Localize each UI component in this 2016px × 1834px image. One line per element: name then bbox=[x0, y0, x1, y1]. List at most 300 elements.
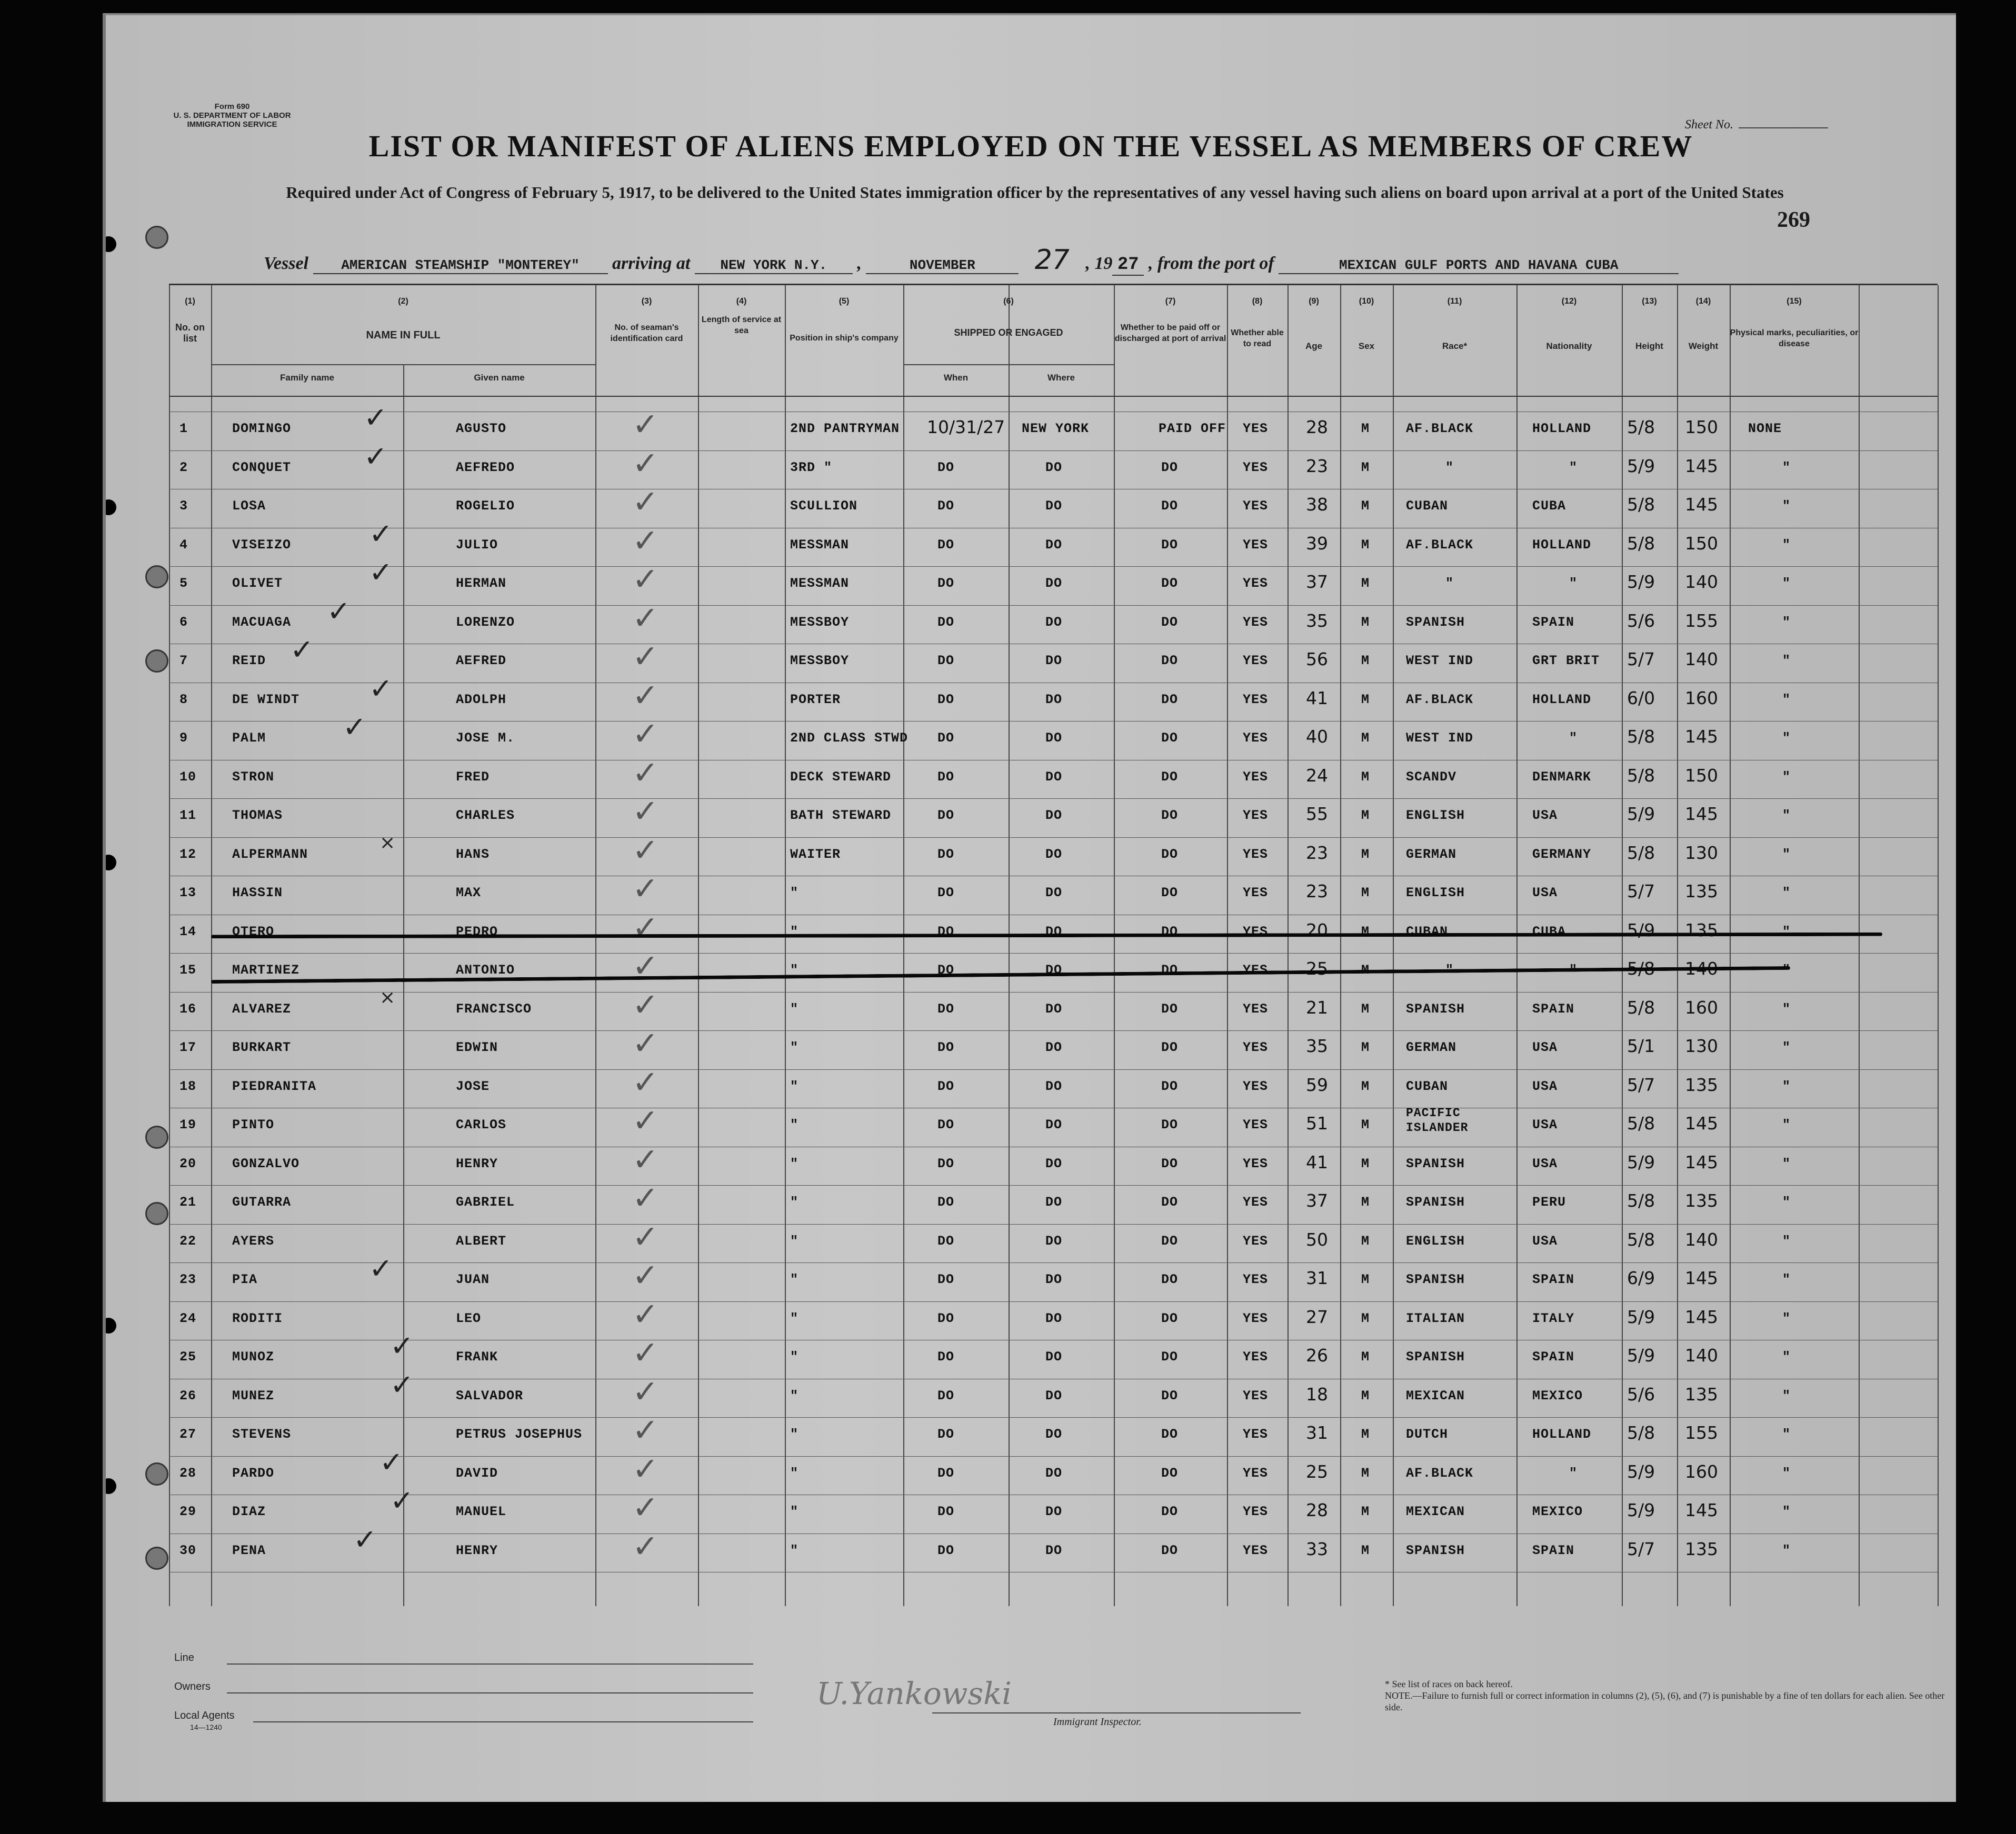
given-name: DAVID bbox=[456, 1465, 498, 1481]
age: 51 bbox=[1306, 1113, 1328, 1134]
shipped-when: DO bbox=[937, 730, 955, 746]
race: CUBAN bbox=[1406, 1078, 1449, 1094]
physical-marks: " bbox=[1782, 1465, 1791, 1481]
column-number: (5) bbox=[839, 297, 850, 306]
height: 5/9 bbox=[1627, 455, 1655, 476]
check-mark-icon: ✓ bbox=[632, 638, 659, 675]
shipped-where: DO bbox=[1045, 730, 1063, 746]
shipped-when: 10/31/27 bbox=[927, 417, 1005, 437]
column-number: (9) bbox=[1309, 297, 1319, 306]
given-name: AEFREDO bbox=[456, 459, 515, 475]
position: DECK STEWARD bbox=[790, 769, 892, 785]
shipped-when: DO bbox=[937, 498, 955, 514]
row-number: 30 bbox=[179, 1542, 197, 1558]
physical-marks: " bbox=[1782, 846, 1791, 862]
able-to-read: YES bbox=[1243, 614, 1269, 630]
height: 5/9 bbox=[1627, 1461, 1655, 1482]
shipped-where: DO bbox=[1045, 769, 1063, 785]
age: 24 bbox=[1306, 765, 1328, 786]
nationality: HOLLAND bbox=[1532, 537, 1592, 553]
sex: M bbox=[1361, 653, 1370, 668]
shipped-where: DO bbox=[1045, 653, 1063, 668]
header-sex: Sex bbox=[1358, 341, 1375, 351]
header-weight: Weight bbox=[1688, 341, 1719, 351]
paid-off: DO bbox=[1161, 576, 1179, 591]
check-mark-icon: ✓ bbox=[632, 1335, 659, 1371]
paid-off: DO bbox=[1161, 653, 1179, 668]
able-to-read: YES bbox=[1243, 421, 1269, 436]
check-mark-icon: ✓ bbox=[632, 445, 659, 482]
paid-off: DO bbox=[1161, 1310, 1179, 1326]
check-mark-icon: ✓ bbox=[380, 1445, 404, 1479]
shipped-where: DO bbox=[1045, 1078, 1063, 1094]
sex: M bbox=[1361, 576, 1370, 591]
table-row bbox=[169, 986, 1938, 1040]
nationality: USA bbox=[1532, 1078, 1558, 1094]
given-name: JOSE M. bbox=[456, 730, 515, 746]
department: U. S. DEPARTMENT OF LABOR bbox=[173, 111, 291, 120]
sex: M bbox=[1361, 1233, 1370, 1249]
age: 23 bbox=[1306, 455, 1328, 476]
row-number: 23 bbox=[179, 1272, 197, 1287]
shipped-when: DO bbox=[937, 1040, 955, 1055]
race: ENGLISH bbox=[1406, 885, 1465, 900]
shipped-when: DO bbox=[937, 1156, 955, 1171]
header-no: No. on list bbox=[175, 322, 205, 344]
race: MEXICAN bbox=[1406, 1504, 1465, 1519]
row-number: 8 bbox=[179, 691, 188, 707]
row-number: 27 bbox=[179, 1427, 197, 1442]
nationality: USA bbox=[1532, 885, 1558, 900]
check-mark-icon: ✓ bbox=[343, 710, 367, 744]
position: " bbox=[790, 1504, 799, 1519]
weight: 145 bbox=[1685, 1268, 1718, 1288]
age: 35 bbox=[1306, 610, 1328, 631]
column-number: (10) bbox=[1359, 297, 1374, 306]
row-number: 17 bbox=[179, 1040, 197, 1055]
shipped-when: DO bbox=[937, 885, 955, 900]
race: ENGLISH bbox=[1406, 1233, 1465, 1249]
nationality: " bbox=[1569, 1465, 1578, 1481]
given-name: HENRY bbox=[456, 1156, 498, 1171]
row-number: 24 bbox=[179, 1310, 197, 1326]
check-mark-icon: ✓ bbox=[364, 401, 388, 434]
age: 50 bbox=[1306, 1229, 1328, 1250]
check-mark-icon: ✓ bbox=[632, 561, 659, 598]
able-to-read: YES bbox=[1243, 1040, 1269, 1055]
able-to-read: YES bbox=[1243, 1195, 1269, 1210]
able-to-read: YES bbox=[1243, 1427, 1269, 1442]
row-number: 25 bbox=[179, 1349, 197, 1365]
height: 5/8 bbox=[1627, 533, 1655, 554]
paid-off: DO bbox=[1161, 691, 1179, 707]
family-name: HASSIN bbox=[232, 885, 283, 900]
row-number: 10 bbox=[179, 769, 197, 785]
height: 5/9 bbox=[1627, 919, 1655, 940]
weight: 145 bbox=[1685, 1306, 1718, 1327]
shipped-when: DO bbox=[937, 1465, 955, 1481]
check-mark-icon: ✓ bbox=[327, 594, 351, 628]
physical-marks: " bbox=[1782, 498, 1791, 514]
check-mark-icon: ✓ bbox=[290, 633, 314, 666]
column-number: (14) bbox=[1695, 297, 1711, 306]
age: 56 bbox=[1306, 649, 1328, 669]
name-header-divider bbox=[211, 364, 595, 365]
given-name: FRANK bbox=[456, 1349, 498, 1365]
check-mark-icon: ✓ bbox=[390, 1484, 414, 1517]
race: GERMAN bbox=[1406, 1040, 1457, 1055]
race: CUBAN bbox=[1406, 924, 1449, 939]
shipped-where: DO bbox=[1045, 808, 1063, 823]
shipped-where: DO bbox=[1045, 459, 1063, 475]
race: AF.BLACK bbox=[1406, 537, 1474, 553]
nationality: ITALY bbox=[1532, 1310, 1575, 1326]
table-row bbox=[169, 599, 1938, 654]
column-number: (11) bbox=[1447, 297, 1462, 306]
shipped-when: DO bbox=[937, 1233, 955, 1249]
age: 40 bbox=[1306, 726, 1328, 747]
weight: 135 bbox=[1685, 919, 1718, 940]
row-number: 3 bbox=[179, 498, 188, 514]
family-name: BURKART bbox=[232, 1040, 292, 1055]
sex: M bbox=[1361, 808, 1370, 823]
able-to-read: YES bbox=[1243, 1117, 1269, 1133]
position: " bbox=[790, 885, 799, 900]
header-race: Race* bbox=[1442, 341, 1468, 351]
position: " bbox=[790, 1195, 799, 1210]
shipped-where: DO bbox=[1045, 1427, 1063, 1442]
position: " bbox=[790, 924, 799, 939]
family-name: PINTO bbox=[232, 1117, 275, 1133]
sex: M bbox=[1361, 1504, 1370, 1519]
able-to-read: YES bbox=[1243, 459, 1269, 475]
weight: 145 bbox=[1685, 455, 1718, 476]
height: 5/6 bbox=[1627, 610, 1655, 631]
physical-marks: " bbox=[1782, 963, 1791, 978]
check-mark-icon: ✓ bbox=[364, 439, 388, 473]
shipped-header-divider bbox=[903, 364, 1114, 365]
paid-off: DO bbox=[1161, 730, 1179, 746]
race: " bbox=[1445, 576, 1454, 591]
header-bottom-rule bbox=[169, 396, 1938, 397]
check-mark-icon: ✓ bbox=[632, 484, 659, 520]
physical-marks: " bbox=[1782, 576, 1791, 591]
nationality: HOLLAND bbox=[1532, 1427, 1592, 1442]
able-to-read: YES bbox=[1243, 1504, 1269, 1519]
physical-marks: " bbox=[1782, 1156, 1791, 1171]
sex: M bbox=[1361, 421, 1370, 436]
shipped-where: DO bbox=[1045, 963, 1063, 978]
shipped-when: DO bbox=[937, 808, 955, 823]
position: " bbox=[790, 1542, 799, 1558]
family-name: GONZALVO bbox=[232, 1156, 300, 1171]
sex: M bbox=[1361, 1465, 1370, 1481]
check-mark-icon: ✓ bbox=[632, 1373, 659, 1410]
shipped-where: DO bbox=[1045, 924, 1063, 939]
sex: M bbox=[1361, 963, 1370, 978]
height: 5/8 bbox=[1627, 726, 1655, 747]
weight: 155 bbox=[1685, 610, 1718, 631]
given-name: ANTONIO bbox=[456, 963, 515, 978]
check-mark-icon: ✓ bbox=[632, 948, 659, 985]
cross-mark-icon: × bbox=[380, 831, 396, 854]
weight: 140 bbox=[1685, 649, 1718, 669]
arrival-month: NOVEMBER bbox=[866, 257, 1019, 274]
table-row bbox=[169, 716, 1938, 769]
sex: M bbox=[1361, 1349, 1370, 1365]
family-name: PARDO bbox=[232, 1465, 275, 1481]
manifest-sheet bbox=[103, 13, 1956, 1802]
agents-blank bbox=[253, 1721, 753, 1722]
position: 2ND CLASS STWD bbox=[790, 730, 909, 746]
shipped-where: DO bbox=[1045, 1542, 1063, 1558]
page-number: 269 bbox=[1777, 208, 1810, 232]
given-name: FRED bbox=[456, 769, 490, 785]
table-row bbox=[169, 677, 1938, 731]
row-number: 14 bbox=[179, 924, 197, 939]
age: 37 bbox=[1306, 1190, 1328, 1211]
able-to-read: YES bbox=[1243, 730, 1269, 746]
row-number: 26 bbox=[179, 1388, 197, 1404]
paid-off: DO bbox=[1161, 459, 1179, 475]
nationality: GRT BRIT bbox=[1532, 653, 1600, 668]
family-name: PIA bbox=[232, 1272, 258, 1287]
column-number: (4) bbox=[736, 297, 747, 306]
table-row bbox=[169, 638, 1938, 692]
page-title: LIST OR MANIFEST OF ALIENS EMPLOYED ON THE VESSEL AS MEMBERS OF CREW bbox=[368, 129, 1693, 163]
check-mark-icon: ✓ bbox=[390, 1368, 414, 1401]
year-prefix: 19 bbox=[1094, 254, 1113, 273]
paid-off: DO bbox=[1161, 1117, 1179, 1133]
nationality: GERMANY bbox=[1532, 846, 1592, 862]
header-when: When bbox=[943, 373, 969, 383]
row-number: 29 bbox=[179, 1504, 197, 1519]
cross-mark-icon: × bbox=[380, 986, 396, 1008]
nationality: " bbox=[1569, 459, 1578, 475]
given-name: AGUSTO bbox=[456, 421, 507, 436]
age: 27 bbox=[1306, 1306, 1328, 1327]
able-to-read: YES bbox=[1243, 1310, 1269, 1326]
column-number: (2) bbox=[398, 297, 408, 306]
nationality: CUBA bbox=[1532, 498, 1566, 514]
physical-marks: " bbox=[1782, 691, 1791, 707]
shipped-when: DO bbox=[937, 1349, 955, 1365]
header-height: Height bbox=[1635, 341, 1663, 351]
check-mark-icon: ✓ bbox=[632, 1141, 659, 1178]
given-name: SALVADOR bbox=[456, 1388, 524, 1404]
family-name: OTERO bbox=[232, 924, 275, 939]
agents-label: Local Agents bbox=[174, 1710, 235, 1721]
position: MESSBOY bbox=[790, 653, 850, 668]
height: 5/9 bbox=[1627, 1151, 1655, 1172]
weight: 145 bbox=[1685, 1151, 1718, 1172]
row-number: 9 bbox=[179, 730, 188, 746]
age: 25 bbox=[1306, 1461, 1328, 1482]
table-row bbox=[169, 1257, 1938, 1311]
row-number: 12 bbox=[179, 846, 197, 862]
race: SPANISH bbox=[1406, 1542, 1465, 1558]
able-to-read: YES bbox=[1243, 1542, 1269, 1558]
nationality: PERU bbox=[1532, 1195, 1566, 1210]
given-name: ALBERT bbox=[456, 1233, 507, 1249]
check-mark-icon: ✓ bbox=[632, 1180, 659, 1217]
age: 37 bbox=[1306, 572, 1328, 592]
weight: 145 bbox=[1685, 1113, 1718, 1134]
table-row bbox=[169, 561, 1938, 615]
weight: 140 bbox=[1685, 572, 1718, 592]
from-label: from the port of bbox=[1157, 254, 1274, 273]
age: 31 bbox=[1306, 1422, 1328, 1443]
shipped-where: DO bbox=[1045, 1349, 1063, 1365]
column-number: (6) bbox=[1003, 297, 1014, 306]
family-name: AYERS bbox=[232, 1233, 275, 1249]
shipped-when: DO bbox=[937, 691, 955, 707]
check-mark-icon: ✓ bbox=[632, 1528, 659, 1565]
line-label: Line bbox=[174, 1652, 194, 1663]
age: 20 bbox=[1306, 919, 1328, 940]
shipped-when: DO bbox=[937, 924, 955, 939]
able-to-read: YES bbox=[1243, 1272, 1269, 1287]
punch-hole bbox=[145, 565, 168, 588]
row-number: 4 bbox=[179, 537, 188, 553]
physical-marks: " bbox=[1782, 1001, 1791, 1017]
given-name: LORENZO bbox=[456, 614, 515, 630]
race: SPANISH bbox=[1406, 1156, 1465, 1171]
table-row bbox=[169, 484, 1938, 537]
physical-marks: " bbox=[1782, 808, 1791, 823]
given-name: PEDRO bbox=[456, 924, 498, 939]
family-name: RODITI bbox=[232, 1310, 283, 1326]
shipped-where: DO bbox=[1045, 1272, 1063, 1287]
weight: 160 bbox=[1685, 1461, 1718, 1482]
table-row bbox=[169, 1335, 1938, 1388]
nationality: " bbox=[1569, 576, 1578, 591]
nationality: SPAIN bbox=[1532, 1349, 1575, 1365]
table-row bbox=[169, 1489, 1938, 1543]
family-name: DOMINGO bbox=[232, 421, 292, 436]
nationality: MEXICO bbox=[1532, 1388, 1583, 1404]
vessel-label: Vessel bbox=[264, 254, 308, 273]
age: 31 bbox=[1306, 1268, 1328, 1288]
vessel-line: Vessel AMERICAN STEAMSHIP "MONTEREY" arriving at NEW YORK N.Y. , NOVEMBER 27 , 19 27 , from the port of MEXICAN GULF PORTS AND HAVANA CUBA bbox=[264, 244, 1790, 276]
physical-marks: " bbox=[1782, 1040, 1791, 1055]
sex: M bbox=[1361, 1040, 1370, 1055]
height: 5/7 bbox=[1627, 1074, 1655, 1095]
sex: M bbox=[1361, 1001, 1370, 1017]
position: MESSBOY bbox=[790, 614, 850, 630]
paid-off: DO bbox=[1161, 1388, 1179, 1404]
position: " bbox=[790, 1233, 799, 1249]
sex: M bbox=[1361, 885, 1370, 900]
position: " bbox=[790, 1465, 799, 1481]
age: 59 bbox=[1306, 1074, 1328, 1095]
table-row bbox=[169, 754, 1938, 808]
able-to-read: YES bbox=[1243, 537, 1269, 553]
weight: 135 bbox=[1685, 1384, 1718, 1405]
shipped-where: DO bbox=[1045, 885, 1063, 900]
nationality: HOLLAND bbox=[1532, 421, 1592, 436]
given-name: MANUEL bbox=[456, 1504, 507, 1519]
punch-hole bbox=[145, 649, 168, 673]
table-row bbox=[169, 1103, 1938, 1156]
row-number: 13 bbox=[179, 885, 197, 900]
given-name: LEO bbox=[456, 1310, 482, 1326]
able-to-read: YES bbox=[1243, 576, 1269, 591]
paid-off: DO bbox=[1161, 1349, 1179, 1365]
given-name: EDWIN bbox=[456, 1040, 498, 1055]
nationality: USA bbox=[1532, 1233, 1558, 1249]
physical-marks: " bbox=[1782, 1427, 1791, 1442]
weight: 155 bbox=[1685, 1422, 1718, 1443]
note-races: * See list of races on back hereof. bbox=[1385, 1679, 1513, 1689]
check-mark-icon: ✓ bbox=[353, 1522, 377, 1556]
physical-marks: " bbox=[1782, 459, 1791, 475]
height: 5/8 bbox=[1627, 1190, 1655, 1211]
row-number: 6 bbox=[179, 614, 188, 630]
binding-hole bbox=[103, 1478, 116, 1494]
physical-marks: " bbox=[1782, 1233, 1791, 1249]
binding-hole bbox=[103, 499, 116, 515]
shipped-when: DO bbox=[937, 1117, 955, 1133]
height: 5/8 bbox=[1627, 1229, 1655, 1250]
table-row bbox=[169, 1412, 1938, 1466]
given-name: JULIO bbox=[456, 537, 498, 553]
position: " bbox=[790, 1272, 799, 1287]
shipped-where: DO bbox=[1045, 1310, 1063, 1326]
age: 23 bbox=[1306, 881, 1328, 901]
race: AF.BLACK bbox=[1406, 691, 1474, 707]
shipped-where: DO bbox=[1045, 1156, 1063, 1171]
height: 5/8 bbox=[1627, 842, 1655, 863]
paid-off: DO bbox=[1161, 963, 1179, 978]
height: 5/9 bbox=[1627, 1500, 1655, 1520]
family-name: MUNEZ bbox=[232, 1388, 275, 1404]
able-to-read: YES bbox=[1243, 1078, 1269, 1094]
sex: M bbox=[1361, 691, 1370, 707]
family-name: ALPERMANN bbox=[232, 846, 308, 862]
height: 5/7 bbox=[1627, 881, 1655, 901]
row-number: 7 bbox=[179, 653, 188, 668]
check-mark-icon: ✓ bbox=[369, 1252, 393, 1285]
check-mark-icon: ✓ bbox=[632, 716, 659, 753]
shipped-when: DO bbox=[937, 459, 955, 475]
able-to-read: YES bbox=[1243, 653, 1269, 668]
shipped-when: DO bbox=[937, 1504, 955, 1519]
height: 5/8 bbox=[1627, 417, 1655, 437]
nationality: HOLLAND bbox=[1532, 691, 1592, 707]
paid-off: DO bbox=[1161, 846, 1179, 862]
header-shipped: SHIPPED OR ENGAGED bbox=[954, 327, 1063, 338]
age: 18 bbox=[1306, 1384, 1328, 1405]
shipped-when: DO bbox=[937, 1078, 955, 1094]
header-length-service: Length of service at sea bbox=[701, 315, 782, 335]
footer-note bbox=[1385, 1678, 1956, 1713]
paid-off: PAID OFF bbox=[1159, 421, 1226, 436]
height: 6/9 bbox=[1627, 1268, 1655, 1288]
table-row bbox=[169, 445, 1938, 499]
family-name: MUNOZ bbox=[232, 1349, 275, 1365]
service: IMMIGRATION SERVICE bbox=[187, 120, 277, 129]
position: " bbox=[790, 1078, 799, 1094]
physical-marks: " bbox=[1782, 1388, 1791, 1404]
shipped-when: DO bbox=[937, 1272, 955, 1287]
race: " bbox=[1445, 963, 1454, 978]
family-name: STRON bbox=[232, 769, 275, 785]
position: " bbox=[790, 1349, 799, 1365]
able-to-read: YES bbox=[1243, 808, 1269, 823]
check-mark-icon: ✓ bbox=[632, 1296, 659, 1333]
nationality: CUBA bbox=[1532, 924, 1566, 939]
